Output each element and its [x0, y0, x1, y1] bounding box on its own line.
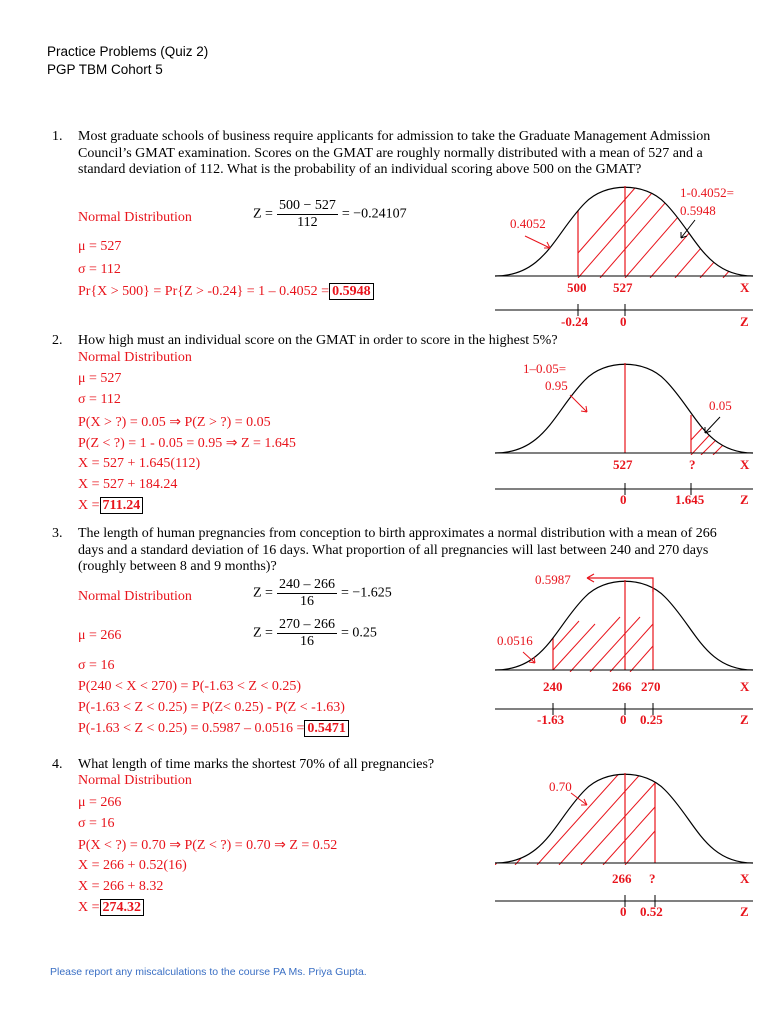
q1-z-formula [253, 198, 407, 231]
q4-label: Normal Distribution [78, 773, 192, 788]
q3-z2-num: 270 – 266 [278, 617, 335, 632]
q4-mu: μ = 266 [78, 795, 122, 810]
q3-line3-text: P(-1.63 < Z < 0.25) = 0.5987 – 0.0516 = [78, 721, 305, 736]
q2-right-area: 0.05 [709, 398, 732, 413]
q2-answer-line [78, 498, 143, 514]
q2-number: 2. [52, 333, 63, 348]
q3-z2-den: 16 [299, 634, 314, 649]
q2-graph [495, 355, 763, 515]
q1-sigma: σ = 112 [78, 262, 121, 277]
q1-z-rhs: = −0.24107 [341, 206, 407, 222]
q1-right-area-l2: 0.5948 [680, 203, 716, 218]
q1-z-tick-1: -0.24 [561, 314, 589, 329]
q1-left-area: 0.4052 [510, 216, 546, 231]
q3-z1-rhs: = −1.625 [340, 585, 392, 601]
q3-answer: 0.5471 [304, 720, 349, 737]
q1-prob-text: Pr{X > 500} = Pr{Z > -0.24} = 1 – 0.4052 = [78, 284, 330, 299]
q1-z-lhs: Z = [253, 206, 273, 222]
q3-number: 3. [52, 526, 63, 541]
q1-answer: 0.5948 [329, 283, 374, 300]
q3-x-tick-2: 266 [612, 679, 632, 694]
q3-z1-lhs: Z = [253, 585, 273, 601]
q1-z-fraction [277, 198, 338, 231]
q1-x-tick-1: 500 [567, 280, 587, 295]
q3-z2-fraction [277, 617, 337, 650]
doc-title: Practice Problems (Quiz 2) [47, 44, 209, 59]
q2-z-tick-1: 0 [620, 492, 627, 507]
q2-left-area-l2: 0.95 [545, 378, 568, 393]
q1-z-den: 112 [297, 215, 318, 230]
q2-z-tick-2: 1.645 [675, 492, 705, 507]
q2-line1: P(X > ?) = 0.05 ⇒ P(Z > ?) = 0.05 [78, 415, 271, 430]
q2-x-tick-1: 527 [613, 457, 633, 472]
q3-z2-formula [253, 617, 377, 650]
q1-number: 1. [52, 129, 63, 144]
q3-z-tick-3: 0.25 [640, 712, 663, 727]
q1-z-tick-2: 0 [620, 314, 627, 329]
q1-text: Most graduate schools of business require applicants for admission to take the Graduate Management Admission Council’s GMAT examination. Scores on the GMAT are roughly normally distributed with a mean of 527 and a standard deviation of 112. What is the probability of an individual scoring above 500 on the GMAT? [78, 129, 711, 177]
q4-line2: X = 266 + 0.52(16) [78, 858, 187, 873]
q4-text: What length of time marks the shortest 70% of all pregnancies? [78, 757, 435, 772]
q3-z-tick-1: -1.63 [537, 712, 565, 727]
q3-mu: μ = 266 [78, 628, 122, 643]
q3-graph [495, 572, 763, 732]
q3-z2-rhs: = 0.25 [340, 625, 377, 641]
q4-x-label: X [740, 871, 750, 886]
q3-line1: P(240 < X < 270) = P(-1.63 < Z < 0.25) [78, 679, 302, 694]
q3-x-label: X [740, 679, 750, 694]
q1-z-label: Z [740, 314, 749, 329]
q4-line3: X = 266 + 8.32 [78, 879, 164, 894]
q4-line1: P(X < ?) = 0.70 ⇒ P(Z < ?) = 0.70 ⇒ Z = 0.52 [78, 838, 338, 853]
q3-text: The length of human pregnancies from conception to birth approximates a normal distribution with a mean of 266 days and a standard deviation of 16 days. What proportion of all pregnancies will last between 240 and 270 days (roughly between 8 and 9 months)? [78, 526, 717, 574]
q3-x-tick-1: 240 [543, 679, 563, 694]
q2-answer: 711.24 [100, 497, 144, 514]
q3-z-label: Z [740, 712, 749, 727]
q4-z-label: Z [740, 904, 749, 919]
q2-sigma: σ = 112 [78, 392, 121, 407]
q1-right-area-l1: 1-0.4052= [680, 185, 734, 200]
q3-z2-lhs: Z = [253, 625, 273, 641]
q3-left-area: 0.0516 [497, 633, 533, 648]
q4-x-tick-1: 266 [612, 871, 632, 886]
q1-mu: μ = 527 [78, 239, 122, 254]
q3-z1-fraction [277, 577, 337, 610]
q3-sigma: σ = 16 [78, 658, 115, 673]
q2-left-area-l1: 1–0.05= [523, 361, 567, 376]
q3-z1-den: 16 [299, 594, 314, 609]
q3-label: Normal Distribution [78, 589, 192, 604]
q1-x-label: X [740, 280, 750, 295]
q1-label: Normal Distribution [78, 210, 192, 225]
q3-z1-formula [253, 577, 392, 610]
q2-ans-prefix: X = [78, 498, 100, 513]
q1-x-tick-2: 527 [613, 280, 633, 295]
q2-line3: X = 527 + 1.645(112) [78, 456, 201, 471]
q2-x-tick-2: ? [689, 457, 696, 472]
doc-subtitle: PGP TBM Cohort 5 [47, 62, 163, 77]
q4-left-area: 0.70 [549, 779, 572, 794]
q3-x-tick-3: 270 [641, 679, 661, 694]
q2-text: How high must an individual score on the GMAT in order to score in the highest 5%? [78, 333, 558, 348]
q3-line2: P(-1.63 < Z < 0.25) = P(Z< 0.25) - P(Z < -1.63) [78, 700, 345, 715]
q4-answer: 274.32 [100, 899, 145, 916]
q2-line4: X = 527 + 184.24 [78, 477, 178, 492]
q2-line2: P(Z < ?) = 1 - 0.05 = 0.95 ⇒ Z = 1.645 [78, 436, 296, 451]
q1-prob [78, 284, 374, 300]
q3-top-area: 0.5987 [535, 572, 571, 587]
q3-line3 [78, 721, 349, 737]
q2-x-label: X [740, 457, 750, 472]
q3-z-tick-2: 0 [620, 712, 627, 727]
q1-graph [495, 178, 763, 338]
q4-sigma: σ = 16 [78, 816, 115, 831]
q1-z-num: 500 − 527 [278, 198, 336, 213]
q4-x-tick-2: ? [649, 871, 656, 886]
q4-z-tick-1: 0 [620, 904, 627, 919]
footer-note: Please report any miscalculations to the course PA Ms. Priya Gupta. [50, 966, 367, 978]
q4-graph [495, 765, 763, 925]
q4-answer-line [78, 900, 144, 916]
q3-z1-num: 240 – 266 [278, 577, 335, 592]
q4-number: 4. [52, 757, 63, 772]
q4-z-tick-2: 0.52 [640, 904, 663, 919]
q2-label: Normal Distribution [78, 350, 192, 365]
q4-ans-prefix: X = [78, 900, 100, 915]
q2-mu: μ = 527 [78, 371, 122, 386]
q2-z-label: Z [740, 492, 749, 507]
